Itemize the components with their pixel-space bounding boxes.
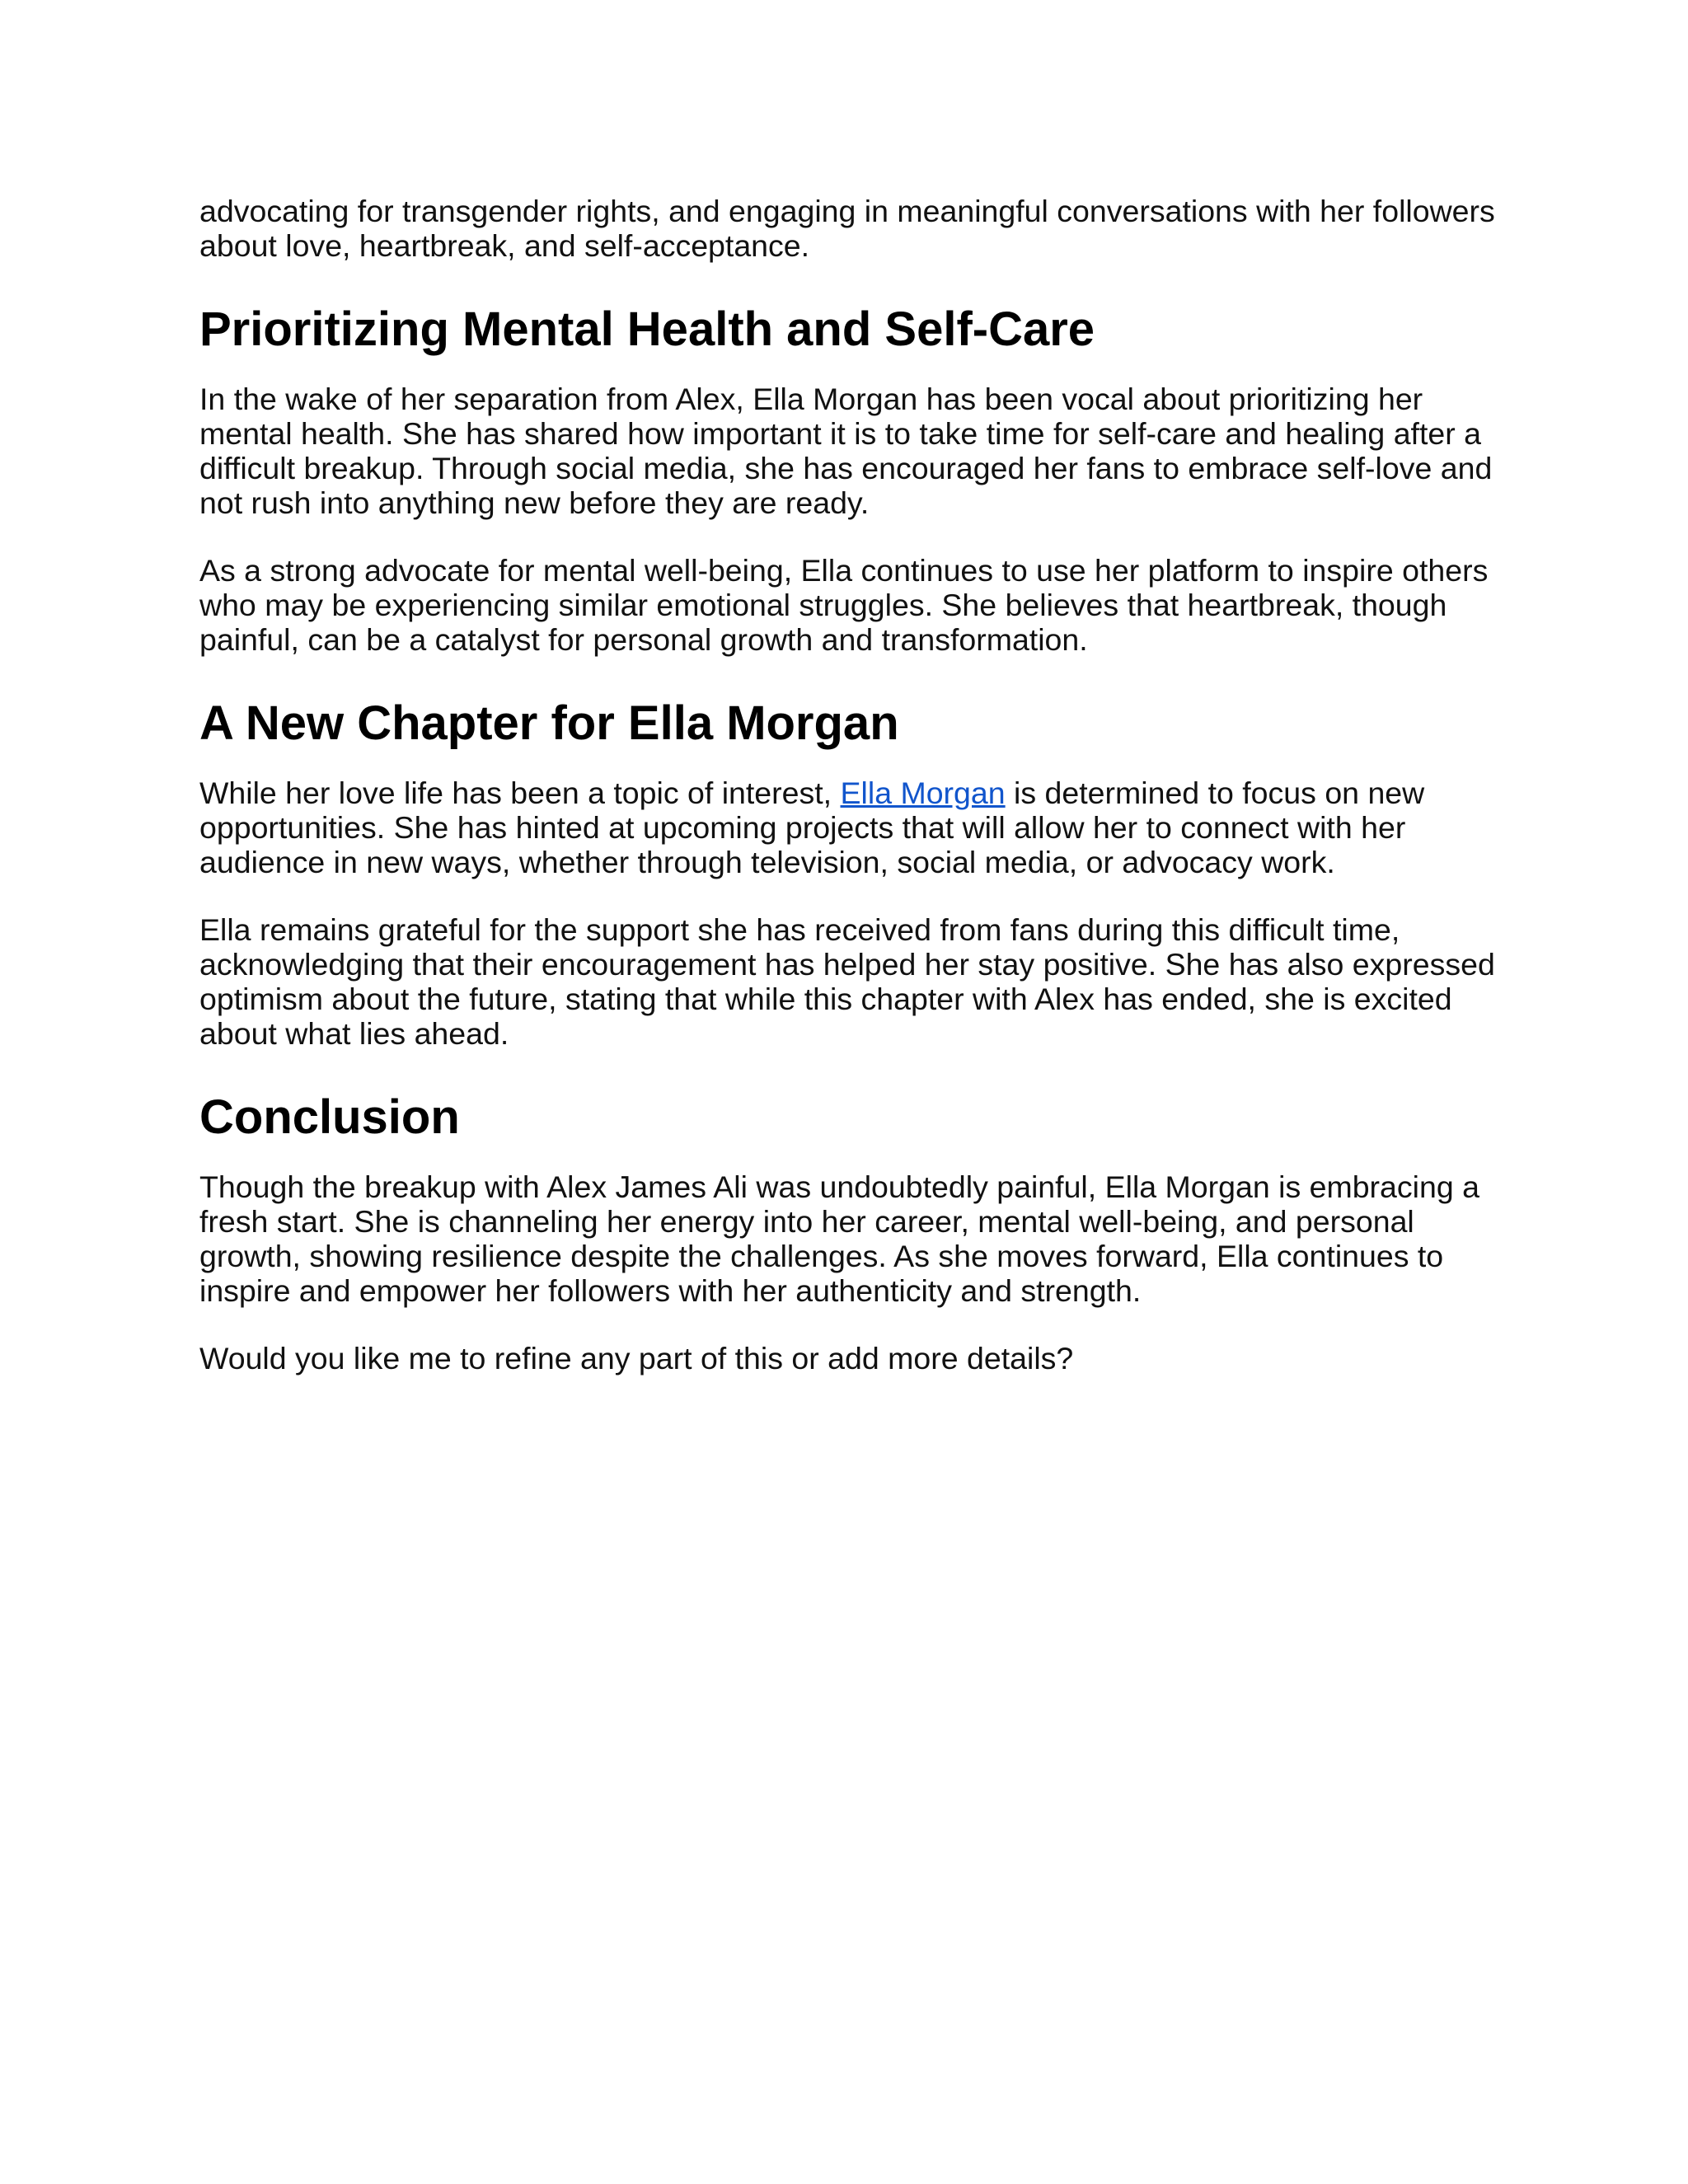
new-chapter-paragraph-1 (199, 776, 1518, 879)
text-line: difficult breakup. Through social media, she has encouraged her fans to embrace self-love and (199, 451, 1493, 485)
text-line: optimism about the future, stating that while this chapter with Alex has ended, she is excited (199, 982, 1452, 1016)
text-line (199, 776, 1518, 810)
text-line: about what lies ahead. (199, 1016, 509, 1051)
new-chapter-paragraph-2 (199, 912, 1518, 1051)
text-line: painful, can be a catalyst for personal growth and transformation. (199, 622, 1088, 657)
intro-paragraph (199, 194, 1518, 263)
text-line: growth, showing resilience despite the challenges. As she moves forward, Ella continues to (199, 1239, 1444, 1273)
text-line: about love, heartbreak, and self-acceptance. (199, 228, 810, 263)
text-line: Ella remains grateful for the support she has received from fans during this difficult time, (199, 912, 1400, 947)
mental-health-paragraph-2 (199, 553, 1518, 657)
text-line: acknowledging that their encouragement has helped her stay positive. She has also expressed (199, 947, 1495, 982)
text-line: In the wake of her separation from Alex, Ella Morgan has been vocal about prioritizing her (199, 382, 1423, 416)
text-line: Would you like me to refine any part of this or add more details? (199, 1341, 1074, 1376)
text-line: advocating for transgender rights, and engaging in meaningful conversations with her followers (199, 194, 1495, 228)
text-line: As a strong advocate for mental well-being, Ella continues to use her platform to inspire others (199, 553, 1489, 588)
text-line: opportunities. She has hinted at upcoming projects that will allow her to connect with her (199, 810, 1406, 845)
section-heading-mental-health: Prioritizing Mental Health and Self-Care (199, 302, 1095, 356)
section-heading-new-chapter: A New Chapter for Ella Morgan (199, 696, 899, 750)
text-line: mental health. She has shared how important it is to take time for self-care and healing after a (199, 416, 1482, 451)
text-run: While her love life has been a topic of interest, (199, 776, 841, 810)
conclusion-paragraph-1 (199, 1169, 1518, 1308)
text-line: inspire and empower her followers with her authenticity and strength. (199, 1273, 1142, 1308)
text-line: Though the breakup with Alex James Ali was undoubtedly painful, Ella Morgan is embracing a (199, 1169, 1479, 1204)
text-line: audience in new ways, whether through television, social media, or advocacy work. (199, 845, 1335, 879)
section-heading-conclusion: Conclusion (199, 1090, 460, 1144)
document-content (199, 194, 1518, 1376)
ella-morgan-link[interactable]: Ella Morgan (840, 776, 1006, 810)
closing-question (199, 1341, 1518, 1376)
text-line: who may be experiencing similar emotional struggles. She believes that heartbreak, though (199, 588, 1447, 622)
text-line: not rush into anything new before they are ready. (199, 485, 870, 520)
text-line: fresh start. She is channeling her energy into her career, mental well-being, and personal (199, 1204, 1414, 1239)
mental-health-paragraph-1 (199, 382, 1518, 520)
text-run: is determined to focus on new (1005, 776, 1425, 810)
